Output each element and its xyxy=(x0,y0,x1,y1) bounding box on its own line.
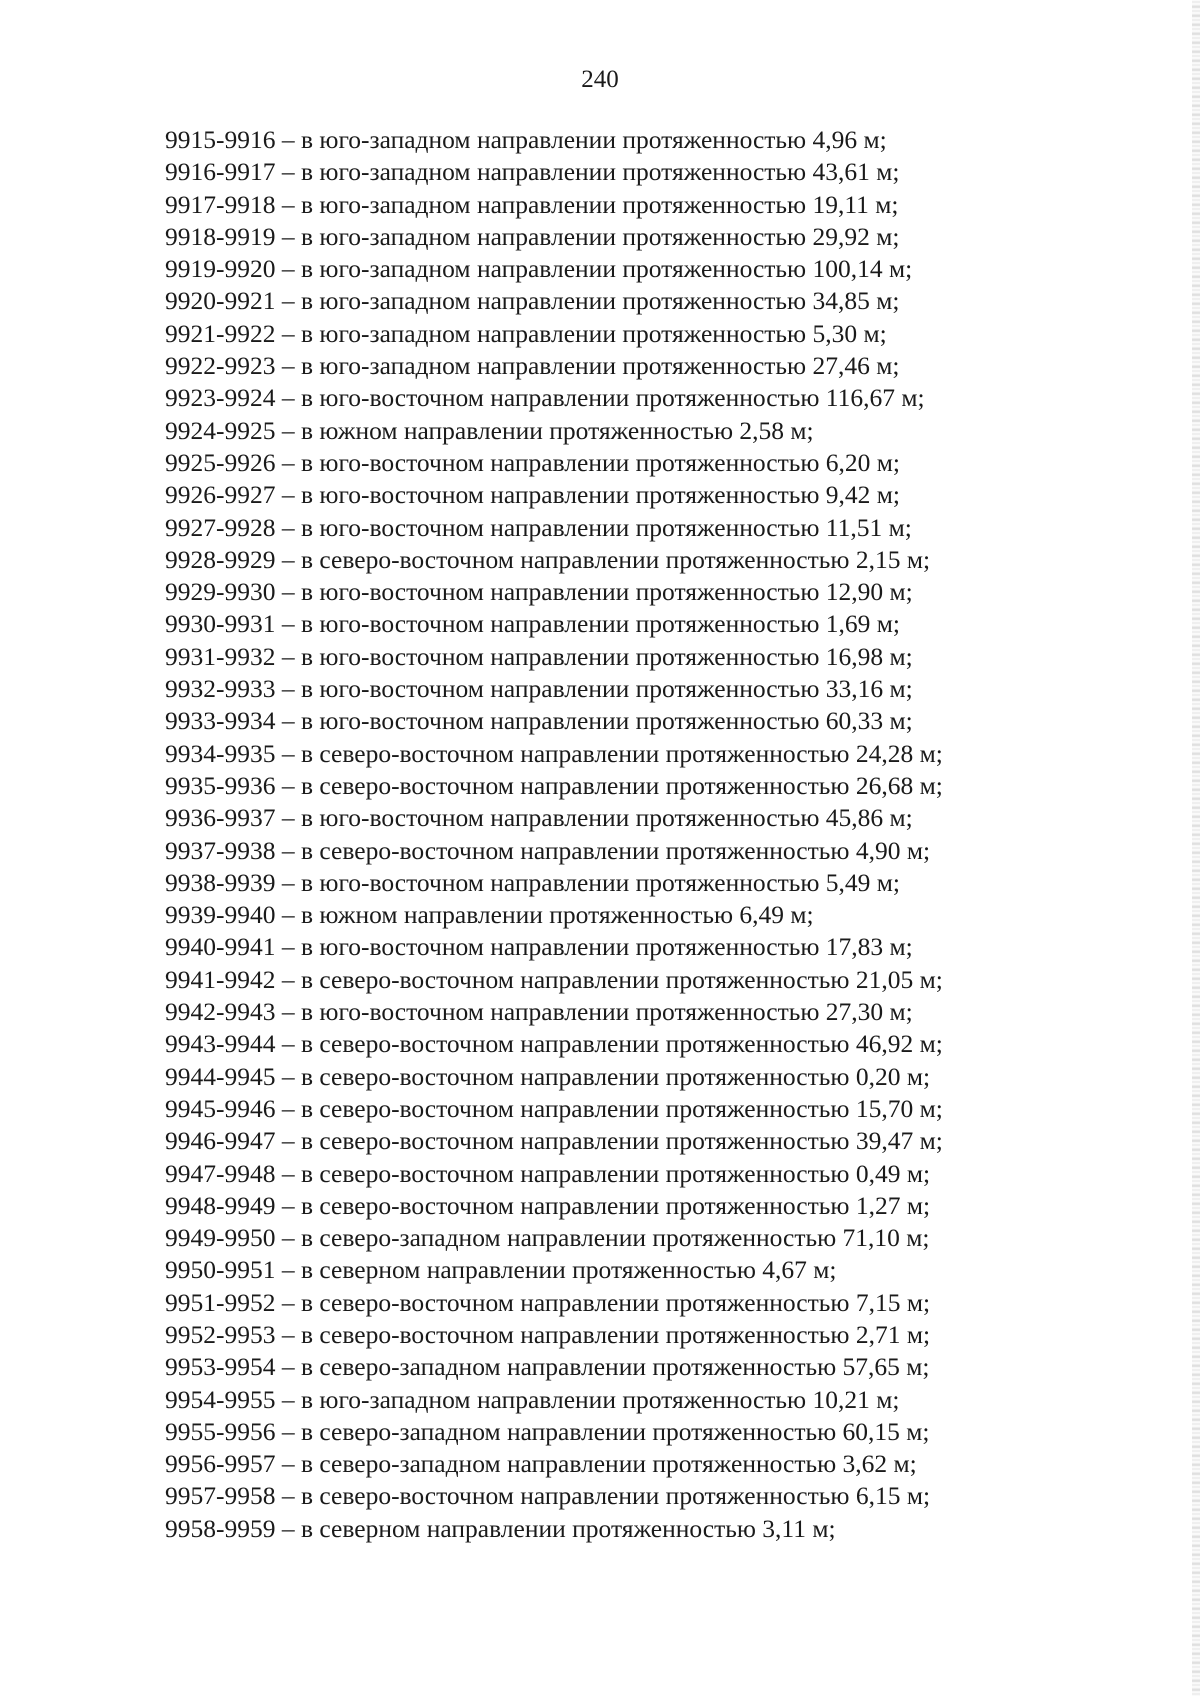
list-item: 9917-9918 – в юго-западном направлении протяженностью 19,11 м; xyxy=(165,189,899,219)
list-item: 9948-9949 – в северо-восточном направлении протяженностью 1,27 м; xyxy=(165,1190,931,1220)
list-item: 9922-9923 – в юго-западном направлении протяженностью 27,46 м; xyxy=(165,351,900,381)
list-item: 9945-9946 – в северо-восточном направлении протяженностью 15,70 м; xyxy=(165,1093,943,1123)
list-item: 9932-9933 – в юго-восточном направлении протяженностью 33,16 м; xyxy=(165,674,913,704)
list-item: 9950-9951 – в северном направлении протяженностью 4,67 м; xyxy=(165,1255,837,1285)
list-item: 9934-9935 – в северо-восточном направлении протяженностью 24,28 м; xyxy=(165,738,943,768)
list-item: 9941-9942 – в северо-восточном направлении протяженностью 21,05 м; xyxy=(165,964,943,994)
list-item: 9947-9948 – в северо-восточном направлении протяженностью 0,49 м; xyxy=(165,1158,931,1188)
list-item: 9926-9927 – в юго-восточном направлении протяженностью 9,42 м; xyxy=(165,480,901,510)
list-item: 9943-9944 – в северо-восточном направлении протяженностью 46,92 м; xyxy=(165,1029,943,1059)
list-item: 9915-9916 – в юго-западном направлении протяженностью 4,96 м; xyxy=(165,125,887,154)
list-item: 9928-9929 – в северо-восточном направлении протяженностью 2,15 м; xyxy=(165,544,931,574)
list-item: 9942-9943 – в юго-восточном направлении протяженностью 27,30 м; xyxy=(165,997,913,1027)
list-item: 9951-9952 – в северо-восточном направлении протяженностью 7,15 м; xyxy=(165,1287,931,1317)
list-item: 9940-9941 – в юго-восточном направлении протяженностью 17,83 м; xyxy=(165,932,913,962)
list-item: 9929-9930 – в юго-восточном направлении протяженностью 12,90 м; xyxy=(165,577,913,607)
list-item: 9946-9947 – в северо-восточном направлении протяженностью 39,47 м; xyxy=(165,1126,943,1156)
list-item: 9920-9921 – в юго-западном направлении протяженностью 34,85 м; xyxy=(165,286,900,316)
list-item: 9927-9928 – в юго-восточном направлении протяженностью 11,51 м; xyxy=(165,512,912,542)
list-item: 9952-9953 – в северо-восточном направлении протяженностью 2,71 м; xyxy=(165,1319,931,1349)
list-item: 9924-9925 – в южном направлении протяженностью 2,58 м; xyxy=(165,415,814,445)
list-item: 9925-9926 – в юго-восточном направлении протяженностью 6,20 м; xyxy=(165,447,901,477)
list-item: 9931-9932 – в юго-восточном направлении протяженностью 16,98 м; xyxy=(165,641,913,671)
list-item: 9953-9954 – в северо-западном направлении протяженностью 57,65 м; xyxy=(165,1352,930,1382)
list-item: 9955-9956 – в северо-западном направлении протяженностью 60,15 м; xyxy=(165,1416,930,1446)
list-item: 9944-9945 – в северо-восточном направлении протяженностью 0,20 м; xyxy=(165,1061,931,1091)
list-item: 9956-9957 – в северо-западном направлении протяженностью 3,62 м; xyxy=(165,1449,917,1479)
list-item: 9957-9958 – в северо-восточном направлении протяженностью 6,15 м; xyxy=(165,1481,931,1511)
list-item: 9937-9938 – в северо-восточном направлении протяженностью 4,90 м; xyxy=(165,835,931,865)
list-item: 9939-9940 – в южном направлении протяженностью 6,49 м; xyxy=(165,900,814,930)
list-item: 9918-9919 – в юго-западном направлении протяженностью 29,92 м; xyxy=(165,221,900,251)
list-item: 9919-9920 – в юго-западном направлении протяженностью 100,14 м; xyxy=(165,254,913,284)
list-item: 9930-9931 – в юго-восточном направлении протяженностью 1,69 м; xyxy=(165,609,901,639)
scan-edge-artifact xyxy=(1192,0,1200,1696)
list-item: 9949-9950 – в северо-западном направлении протяженностью 71,10 м; xyxy=(165,1223,930,1253)
list-item: 9954-9955 – в юго-западном направлении протяженностью 10,21 м; xyxy=(165,1384,900,1414)
list-item: 9923-9924 – в юго-восточном направлении протяженностью 116,67 м; xyxy=(165,383,925,413)
page-number: 240 xyxy=(581,66,619,93)
list-item: 9935-9936 – в северо-восточном направлении протяженностью 26,68 м; xyxy=(165,770,943,800)
list-item: 9933-9934 – в юго-восточном направлении протяженностью 60,33 м; xyxy=(165,706,913,736)
boundary-segment-list xyxy=(165,124,943,1545)
list-item: 9916-9917 – в юго-западном направлении протяженностью 43,61 м; xyxy=(165,157,900,187)
list-item: 9921-9922 – в юго-западном направлении протяженностью 5,30 м; xyxy=(165,318,887,348)
list-item: 9958-9959 – в северном направлении протяженностью 3,11 м; xyxy=(165,1513,836,1543)
list-item: 9936-9937 – в юго-восточном направлении протяженностью 45,86 м; xyxy=(165,803,913,833)
list-item: 9938-9939 – в юго-восточном направлении протяженностью 5,49 м; xyxy=(165,867,901,897)
